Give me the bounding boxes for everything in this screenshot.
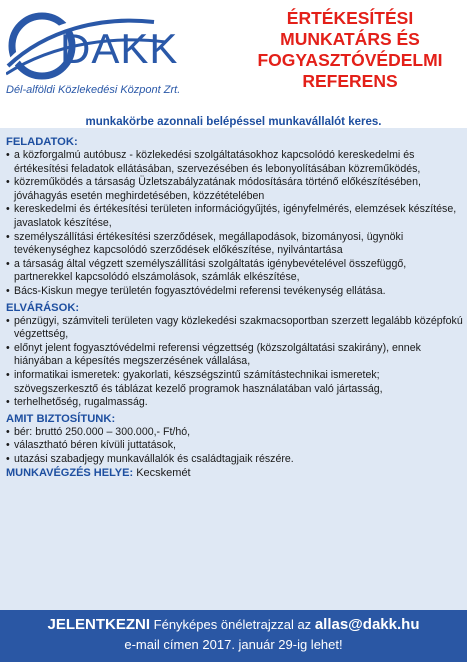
list-item: • személyszállítási értékesítési szerződések, megállapodások, bizományosi, ügynöki tevékenységhez kapcsolódó szerződések előkészítése, nyilvántartása — [6, 231, 463, 258]
apply-label: JELENTKEZNI — [47, 616, 151, 633]
requirements-heading: ELVÁRÁSOK: — [6, 301, 80, 314]
apply-text: Fényképes önéletrajzzal az — [153, 617, 312, 632]
list-item: • a társaság által végzett személyszállítási szolgáltatás igénybevételével összefüggő, partnerekkel kapcsolódó elszámolások, számlák elkészítése, — [6, 258, 463, 285]
list-item: • kereskedelmi és értékesítési területen információgyűjtés, igényfelmérés, elemzések készítése, javaslatok készítése, — [6, 203, 463, 230]
requirements-list — [6, 315, 463, 410]
intro-text: munkakörbe azonnali belépéssel munkavállalót keres. — [85, 116, 382, 128]
list-item: • informatikai ismeretek: gyakorlati, készségszintű számítástechnikai ismeretek; szövegszerkesztő és táblázat kezelő programok használatában való jártasság, — [6, 369, 463, 396]
job-title-line: ÉRTÉKESÍTÉSI — [286, 8, 414, 28]
tasks-list — [6, 149, 463, 299]
workplace-label: MUNKAVÉGZÉS HELYE: — [6, 467, 134, 480]
footer-banner — [0, 610, 467, 662]
footer-line-2: e-mail címen 2017. január 29-ig lehet! — [124, 637, 343, 652]
list-item: • választható béren kívüli juttatások, — [6, 439, 463, 453]
list-item: • bér: bruttó 250.000 – 300.000,- Ft/hó, — [6, 426, 463, 440]
header — [0, 0, 467, 128]
offer-list — [6, 426, 463, 467]
workplace-value: Kecskemét — [136, 467, 191, 480]
job-title-line: FOGYASZTÓVÉDELMI — [257, 50, 443, 70]
footer-line-1 — [0, 616, 467, 633]
job-title — [236, 8, 464, 92]
list-item: • pénzügyi, számviteli területen vagy közlekedési szakmacsoportban szerzett legalább középfokú végzettség, — [6, 315, 463, 342]
list-item: • Bács-Kiskun megye területén fogyasztóvédelmi referensi tevékenység ellátása. — [6, 285, 463, 299]
company-logo — [6, 6, 256, 96]
offer-heading: AMIT BIZTOSÍTUNK: — [6, 412, 116, 425]
list-item: • terhelhetőség, rugalmasság. — [6, 396, 463, 410]
ad-body — [6, 133, 463, 481]
tasks-heading: FELADATOK: — [6, 136, 78, 148]
job-title-line: MUNKATÁRS ÉS — [280, 29, 420, 49]
list-item: • előnyt jelent fogyasztóvédelmi referensi végzettség (közszolgáltatási szakirány), ennek hiányában a képesítés megszerzésének vállalása, — [6, 342, 463, 369]
email-link[interactable]: allas@dakk.hu — [314, 616, 420, 633]
job-title-line: REFERENS — [302, 71, 398, 91]
logo-wordmark: DAKK — [60, 25, 179, 72]
company-name: Dél-alföldi Közlekedési Központ Zrt. — [6, 84, 181, 96]
list-item: • utazási szabadjegy munkavállalók és családtagjaik részére. — [6, 453, 463, 467]
list-item: • közreműködés a társaság Üzletszabályzatának módosítására történő előkészítésében, jóváhagyás esetén meghirdetésében, közzétételében — [6, 176, 463, 203]
list-item: • a közforgalmú autóbusz - közlekedési szolgáltatásokhoz kapcsolódó kereskedelmi és értékesítési feladatok ellátásában, szervezésében és lebonyolításában közreműködés, — [6, 149, 463, 176]
workplace — [6, 467, 463, 481]
